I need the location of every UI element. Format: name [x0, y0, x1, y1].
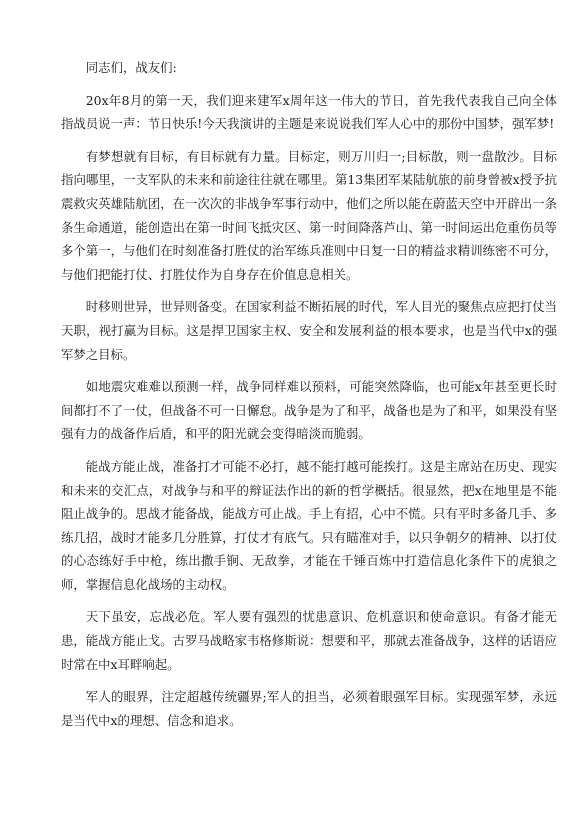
- salutation: 同志们，战友们:: [85, 60, 177, 75]
- paragraph: 时移则世异，世异则备变。在国家利益不断拓展的时代，军人目光的聚焦点应把打仗当天职，视打赢为目标。这是捍卫国家主权、安全和发展利益的根本要求，也是当代中x的强军梦之目标。: [61, 299, 557, 362]
- paragraph: 有梦想就有目标，有目标就有力量。目标定，则万川归一;目标散，则一盘散沙。目标指向哪里，一支军队的未来和前途往往就在哪里。第13集团军某陆航旅的前身曾被x授予抗震救灾英雄陆航团，在一次次的非战争军事行动中，他们之所以能在蔚蓝天空中开辟出一条条生命通道，能创造出在第一时间飞抵灾区、第一时间降落芦山、第一时间运出危重伤员等多个第一，与他们在时刻准备打胜仗的治军练兵准则中日复一日的精益求精训练密不可分，与他们把能打仗、打胜仗作为自身存在价值息息相关。: [61, 148, 557, 282]
- paragraph: 军人的眼界，注定超越传统疆界;军人的担当，必须着眼强军目标。实现强军梦，永远是当代中x的理想、信念和追求。: [61, 689, 557, 728]
- speech-text: [61, 56, 557, 741]
- paragraph: 能战方能止战，准备打才可能不必打，越不能打越可能挨打。这是主席站在历史、现实和未来的交汇点，对战争与和平的辩证法作出的新的哲学概括。很显然，把x在地里是不能阻止战争的。思战才能备战，能战方可止战。手上有招，心中不慌。只有平时多备几手、多练几招，战时才能多几分胜算，打仗才有底气。只有瞄准对手，以只争朝夕的精神、以打仗的心态练好手中枪，练出撒手锏、无敌拳，才能在千锤百炼中打造信息化条件下的虎狼之师，掌握信息化战场的主动权。: [61, 458, 557, 592]
- paragraph: 天下虽安，忘战必危。军人要有强烈的忧患意识、危机意识和使命意识。有备才能无患，能战方能止戈。古罗马战略家韦格修斯说：想要和平，那就去准备战争，这样的话语应时常在中x耳畔响起。: [61, 609, 557, 672]
- paragraph: 如地震灾难难以预测一样，战争同样难以预料，可能突然降临，也可能x年甚至更长时间都打不了一仗，但战备不可一日懈怠。战争是为了和平，战备也是为了和平，如果没有坚强有力的战备作后盾，和平的阳光就会变得暗淡而脆弱。: [61, 379, 557, 442]
- paragraph: 20x年8月的第一天，我们迎来建军x周年这一伟大的节日，首先我代表我自己向全体指战员说一声：节日快乐!今天我演讲的主题是来说说我们军人心中的那份中国梦，强军梦!: [61, 92, 557, 132]
